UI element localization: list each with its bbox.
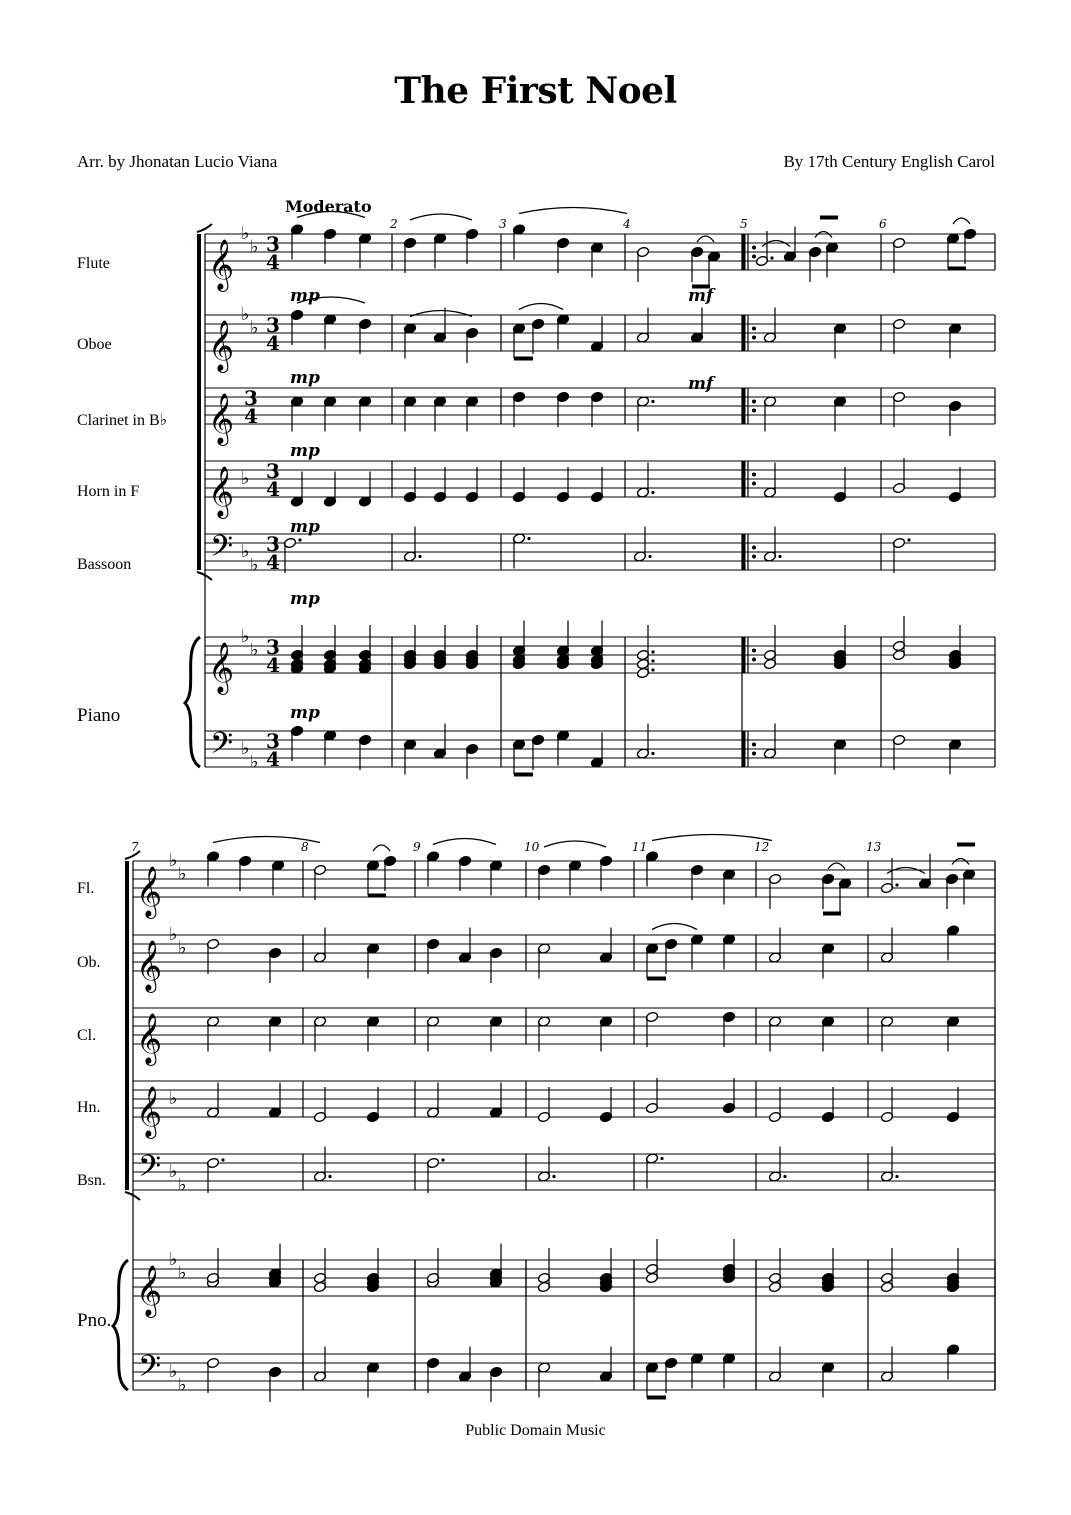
repeat-dot — [752, 409, 756, 413]
bracket-top: ⎡ — [190, 248, 191, 249]
key-flat: ♭ — [241, 626, 250, 647]
measure-number: 3 — [499, 217, 507, 231]
composer-credit: By 17th Century English Carol — [783, 152, 995, 171]
measure-number: 11 — [632, 840, 648, 854]
augmentation-dot — [907, 538, 910, 541]
dynamic-marking: mp — [290, 517, 320, 537]
key-flat: ♭ — [169, 1161, 178, 1182]
time-sig-bottom: 4 — [266, 331, 280, 355]
instrument-label-pno: Pno. — [77, 1310, 112, 1331]
augmentation-dot — [895, 1175, 898, 1178]
score-title: The First Noel — [394, 70, 677, 112]
time-sig-bottom: 4 — [266, 550, 280, 574]
beam — [514, 357, 533, 361]
slur — [953, 218, 970, 224]
augmentation-dot — [770, 256, 773, 259]
augmentation-dot — [221, 1158, 224, 1161]
repeat-dot — [752, 400, 756, 404]
time-sig-top: 3 — [266, 232, 280, 256]
phrase-slur — [410, 214, 472, 220]
augmentation-dot — [651, 650, 654, 653]
measure-number: 4 — [623, 217, 631, 231]
time-sig-top: 3 — [266, 635, 280, 659]
key-flat: ♭ — [241, 541, 250, 562]
treble-clef: 𝄞 — [208, 393, 235, 444]
key-flat: ♭ — [250, 317, 259, 339]
time-sig-bottom: 4 — [266, 477, 280, 501]
slur — [544, 841, 606, 847]
instrument-label-cl: Cl. — [77, 1027, 97, 1044]
key-flat: ♭ — [169, 1088, 178, 1109]
measure-number: 7 — [131, 840, 139, 854]
repeat-thick-bar — [742, 315, 746, 351]
key-flat: ♭ — [250, 554, 259, 576]
slur — [697, 236, 714, 242]
phrase-slur — [519, 208, 627, 214]
beam — [647, 1396, 666, 1400]
key-flat: ♭ — [241, 468, 250, 489]
ensemble-bracket — [197, 234, 201, 570]
augmentation-dot — [552, 1175, 555, 1178]
bracket-hook-top — [197, 224, 212, 232]
dynamic-marking: mf — [688, 374, 714, 394]
footer-credit: Public Domain Music — [465, 1422, 606, 1439]
augmentation-dot — [298, 538, 301, 541]
dynamic-marking: mp — [290, 441, 320, 461]
treble-clef: 𝄞 — [208, 642, 235, 693]
treble-clef: 𝄞 — [208, 320, 235, 371]
key-flat: ♭ — [250, 236, 259, 258]
key-flat: ♭ — [241, 304, 250, 325]
measure-number: 10 — [524, 840, 540, 854]
time-sig-top: 3 — [266, 313, 280, 337]
beam — [957, 843, 975, 847]
treble-clef: 𝄞 — [136, 1013, 163, 1064]
bass-clef: 𝄢 — [138, 1150, 162, 1191]
repeat-dot — [752, 255, 756, 259]
time-sig-top: 3 — [266, 532, 280, 556]
dynamic-marking: mp — [290, 703, 320, 723]
repeat-dot — [752, 473, 756, 477]
key-flat: ♭ — [178, 1374, 187, 1396]
key-flat: ♭ — [178, 1174, 187, 1196]
slur — [373, 845, 390, 851]
time-sig-bottom: 4 — [266, 653, 280, 677]
instrument-label-flute: Flute — [77, 255, 110, 272]
repeat-thick-bar — [742, 461, 746, 497]
beam — [948, 267, 966, 271]
measure-number: 12 — [754, 840, 770, 854]
dynamic-marking: mp — [290, 368, 320, 388]
slur — [652, 924, 697, 930]
beam — [823, 912, 841, 916]
dynamic-marking: mp — [290, 286, 320, 306]
slur — [410, 311, 472, 317]
key-flat: ♭ — [250, 751, 259, 773]
repeat-dot — [752, 482, 756, 486]
repeat-dot — [752, 327, 756, 331]
augmentation-dot — [651, 400, 654, 403]
time-sig-bottom: 4 — [266, 250, 280, 274]
augmentation-dot — [328, 1175, 331, 1178]
repeat-dot — [752, 743, 756, 747]
treble-clef: 𝄞 — [136, 1086, 163, 1137]
key-flat: ♭ — [169, 1249, 178, 1270]
instrument-label-bassoon: Bassoon — [77, 556, 132, 573]
time-sig-top: 3 — [266, 729, 280, 753]
augmentation-dot — [418, 555, 421, 558]
key-flat: ♭ — [169, 924, 178, 945]
beam — [820, 216, 838, 220]
repeat-thick-bar — [742, 234, 746, 270]
instrument-label-fl: Fl. — [77, 880, 95, 897]
time-sig-top: 3 — [244, 386, 258, 410]
beam — [514, 773, 533, 777]
treble-clef: 𝄞 — [136, 940, 163, 991]
augmentation-dot — [441, 1158, 444, 1161]
augmentation-dot — [778, 555, 781, 558]
beam — [368, 894, 386, 898]
augmentation-dot — [651, 752, 654, 755]
augmentation-dot — [651, 659, 654, 662]
piano-brace — [185, 637, 200, 767]
repeat-thick-bar — [742, 637, 746, 673]
slur — [433, 839, 496, 845]
treble-clef: 𝄞 — [136, 1265, 163, 1316]
bass-clef: 𝄢 — [210, 727, 234, 768]
treble-clef: 𝄞 — [208, 239, 235, 290]
key-flat: ♭ — [178, 863, 187, 885]
repeat-thick-bar — [742, 534, 746, 570]
slur — [828, 863, 845, 869]
measure-number: 2 — [390, 217, 398, 231]
augmentation-dot — [651, 668, 654, 671]
key-flat: ♭ — [169, 1361, 178, 1382]
instrument-label-clarinet: Clarinet in B♭ — [77, 412, 168, 429]
repeat-thick-bar — [742, 388, 746, 424]
repeat-dot — [752, 649, 756, 653]
repeat-dot — [752, 555, 756, 559]
key-flat: ♭ — [250, 639, 259, 661]
time-sig-top: 3 — [266, 459, 280, 483]
key-flat: ♭ — [178, 937, 187, 959]
key-flat: ♭ — [241, 738, 250, 759]
time-sig-bottom: 4 — [244, 404, 258, 428]
ensemble-bracket — [125, 861, 129, 1190]
dynamic-marking: mf — [688, 286, 714, 306]
slur — [519, 304, 563, 310]
instrument-label-hn: Hn. — [77, 1099, 101, 1116]
instrument-label-piano: Piano — [77, 705, 121, 726]
treble-clef: 𝄞 — [208, 466, 235, 517]
dynamic-marking: mp — [290, 589, 320, 609]
repeat-dot — [752, 336, 756, 340]
instrument-label-bsn: Bsn. — [77, 1172, 106, 1189]
augmentation-dot — [527, 537, 530, 540]
arranger-credit: Arr. by Jhonatan Lucio Viana — [77, 152, 278, 171]
phrase-slur — [297, 212, 365, 218]
augmentation-dot — [651, 491, 654, 494]
key-flat: ♭ — [241, 223, 250, 244]
repeat-dot — [752, 752, 756, 756]
augmentation-dot — [783, 1175, 786, 1178]
repeat-thick-bar — [742, 731, 746, 767]
augmentation-dot — [895, 883, 898, 886]
measure-number: 13 — [866, 840, 882, 854]
measure-number: 6 — [879, 217, 887, 231]
instrument-label-oboe: Oboe — [77, 336, 112, 353]
instrument-label-ob: Ob. — [77, 954, 101, 971]
tempo-marking: Moderato — [285, 197, 372, 216]
treble-clef: 𝄞 — [136, 866, 163, 917]
repeat-dot — [752, 246, 756, 250]
piano-brace — [113, 1260, 128, 1390]
bass-clef: 𝄢 — [138, 1350, 162, 1391]
augmentation-dot — [660, 1157, 663, 1160]
bass-clef: 𝄢 — [210, 530, 234, 571]
instrument-label-horn: Horn in F — [77, 483, 140, 500]
beam — [647, 977, 666, 981]
key-flat: ♭ — [169, 850, 178, 871]
repeat-dot — [752, 658, 756, 662]
repeat-dot — [752, 546, 756, 550]
measure-number: 8 — [301, 840, 309, 854]
measure-number: 9 — [413, 840, 421, 854]
key-flat: ♭ — [178, 1262, 187, 1284]
measure-number: 5 — [740, 217, 748, 231]
augmentation-dot — [648, 555, 651, 558]
time-sig-bottom: 4 — [266, 747, 280, 771]
